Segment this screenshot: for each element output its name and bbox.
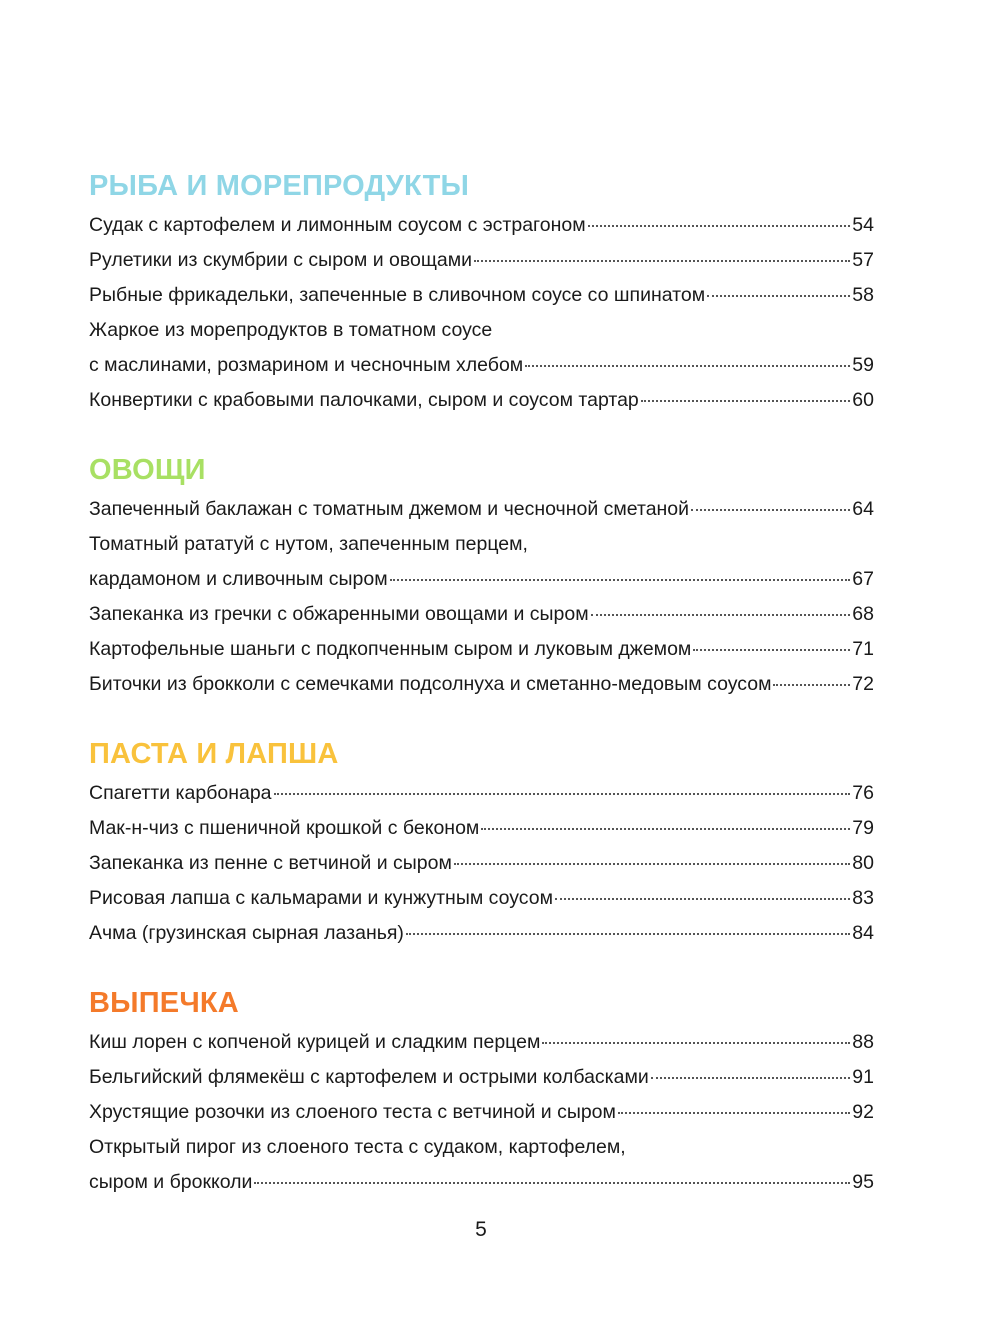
toc-entry-line: [89, 1130, 874, 1165]
dot-leader: [555, 898, 850, 900]
dot-leader: [707, 295, 850, 297]
entry-page-number: 64: [852, 498, 874, 520]
toc-entry-line: [89, 313, 874, 348]
entry-title: Запеканка из гречки с обжаренными овощами и сыром: [89, 603, 589, 625]
entry-title: Спагетти карбонара: [89, 782, 272, 804]
toc-entry[interactable]: [89, 278, 874, 313]
entry-page-number: 80: [852, 852, 874, 874]
toc-entry-line: [89, 492, 874, 527]
toc-entry-line: [89, 348, 874, 383]
entry-page-number: 76: [852, 782, 874, 804]
entry-title: Запеченный баклажан с томатным джемом и чесночной сметаной: [89, 498, 690, 520]
toc-entry[interactable]: [89, 1060, 874, 1095]
toc-entry-line: [89, 1060, 874, 1095]
entry-title: Рулетики из скумбрии с сыром и овощами: [89, 249, 473, 271]
toc-entry-line: [89, 597, 874, 632]
toc-entry-line: [89, 916, 874, 951]
entry-page-number: 88: [852, 1031, 874, 1053]
toc-entry[interactable]: [89, 776, 874, 811]
dot-leader: [454, 863, 850, 865]
entry-title: Жаркое из морепродуктов в томатном соусе: [89, 319, 493, 341]
table-of-contents: [89, 168, 874, 1234]
toc-entry[interactable]: [89, 1130, 874, 1200]
toc-entry-line: [89, 383, 874, 418]
entry-title: кардамоном и сливочным сыром: [89, 568, 388, 590]
toc-entry[interactable]: [89, 492, 874, 527]
entry-title: Рисовая лапша с кальмарами и кунжутным соусом: [89, 887, 554, 909]
entry-title: с маслинами, розмарином и чесночным хлебом: [89, 354, 524, 376]
entry-page-number: 60: [852, 389, 874, 411]
entry-page-number: 67: [852, 568, 874, 590]
entry-page-number: 59: [852, 354, 874, 376]
toc-entry-line: [89, 632, 874, 667]
toc-section: [89, 736, 874, 951]
dot-leader: [591, 614, 851, 616]
toc-section: [89, 168, 874, 418]
dot-leader: [641, 400, 851, 402]
dot-leader: [254, 1182, 850, 1184]
toc-entry[interactable]: [89, 243, 874, 278]
toc-entry-line: [89, 811, 874, 846]
entry-page-number: 68: [852, 603, 874, 625]
entry-title: Томатный рататуй с нутом, запеченным перцем,: [89, 533, 528, 555]
entry-page-number: 83: [852, 887, 874, 909]
dot-leader: [693, 649, 850, 651]
toc-entry[interactable]: [89, 383, 874, 418]
toc-entry[interactable]: [89, 1025, 874, 1060]
toc-entry-line: [89, 1095, 874, 1130]
toc-entry[interactable]: [89, 527, 874, 597]
dot-leader: [691, 509, 850, 511]
entry-page-number: 54: [852, 214, 874, 236]
toc-entry-line: [89, 208, 874, 243]
toc-entry[interactable]: [89, 916, 874, 951]
entry-page-number: 57: [852, 249, 874, 271]
entry-title: Рыбные фрикадельки, запеченные в сливочном соусе со шпинатом: [89, 284, 706, 306]
toc-entry[interactable]: [89, 313, 874, 383]
toc-entry-line: [89, 1025, 874, 1060]
dot-leader: [390, 579, 851, 581]
dot-leader: [481, 828, 850, 830]
dot-leader: [525, 365, 850, 367]
toc-entry-line: [89, 278, 874, 313]
toc-entry[interactable]: [89, 846, 874, 881]
entry-page-number: 79: [852, 817, 874, 839]
toc-entry[interactable]: [89, 208, 874, 243]
entry-title: Открытый пирог из слоеного теста с судаком, картофелем,: [89, 1136, 626, 1158]
dot-leader: [773, 684, 850, 686]
dot-leader: [406, 933, 850, 935]
section-title: ВЫПЕЧКА: [89, 987, 239, 1019]
toc-entry-line: [89, 881, 874, 916]
toc-section: [89, 985, 874, 1200]
toc-entry[interactable]: [89, 1095, 874, 1130]
toc-entry[interactable]: [89, 632, 874, 667]
entry-title: Ачма (грузинская сырная лазанья): [89, 922, 404, 944]
toc-entry-line: [89, 243, 874, 278]
entry-title: Картофельные шаньги с подкопченным сыром и луковым джемом: [89, 638, 692, 660]
section-title: ОВОЩИ: [89, 454, 206, 486]
entry-page-number: 72: [852, 673, 874, 695]
entry-title: Мак-н-чиз с пшеничной крошкой с беконом: [89, 817, 480, 839]
dot-leader: [274, 793, 851, 795]
entry-title: Конвертики с крабовыми палочками, сыром и соусом тартар: [89, 389, 639, 411]
toc-entry-line: [89, 1165, 874, 1200]
toc-entry-line: [89, 667, 874, 702]
toc-entry[interactable]: [89, 597, 874, 632]
section-title: РЫБА И МОРЕПРОДУКТЫ: [89, 170, 470, 202]
entry-page-number: 92: [852, 1101, 874, 1123]
dot-leader: [618, 1112, 850, 1114]
entry-title: Судак с картофелем и лимонным соусом с эстрагоном: [89, 214, 586, 236]
toc-entry[interactable]: [89, 881, 874, 916]
entry-title: Биточки из брокколи с семечками подсолнуха и сметанно-медовым соусом: [89, 673, 772, 695]
toc-entry-line: [89, 527, 874, 562]
entry-page-number: 71: [852, 638, 874, 660]
toc-entry-line: [89, 776, 874, 811]
toc-entry-line: [89, 562, 874, 597]
entry-page-number: 84: [852, 922, 874, 944]
entry-page-number: 95: [852, 1171, 874, 1193]
toc-entry[interactable]: [89, 667, 874, 702]
entry-title: Киш лорен с копченой курицей и сладким перцем: [89, 1031, 541, 1053]
toc-section: [89, 452, 874, 702]
toc-entry-line: [89, 846, 874, 881]
dot-leader: [474, 260, 850, 262]
entry-title: Запеканка из пенне с ветчиной и сыром: [89, 852, 452, 874]
entry-title: сыром и брокколи: [89, 1171, 253, 1193]
entry-title: Бельгийский флямекёш с картофелем и острыми колбасками: [89, 1066, 649, 1088]
entry-title: Хрустящие розочки из слоеного теста с ветчиной и сыром: [89, 1101, 616, 1123]
entry-page-number: 58: [852, 284, 874, 306]
entry-page-number: 91: [852, 1066, 874, 1088]
dot-leader: [651, 1077, 851, 1079]
dot-leader: [588, 225, 851, 227]
toc-entry[interactable]: [89, 811, 874, 846]
section-title: ПАСТА И ЛАПША: [89, 738, 339, 770]
page-number: 5: [475, 1218, 487, 1241]
dot-leader: [542, 1042, 850, 1044]
